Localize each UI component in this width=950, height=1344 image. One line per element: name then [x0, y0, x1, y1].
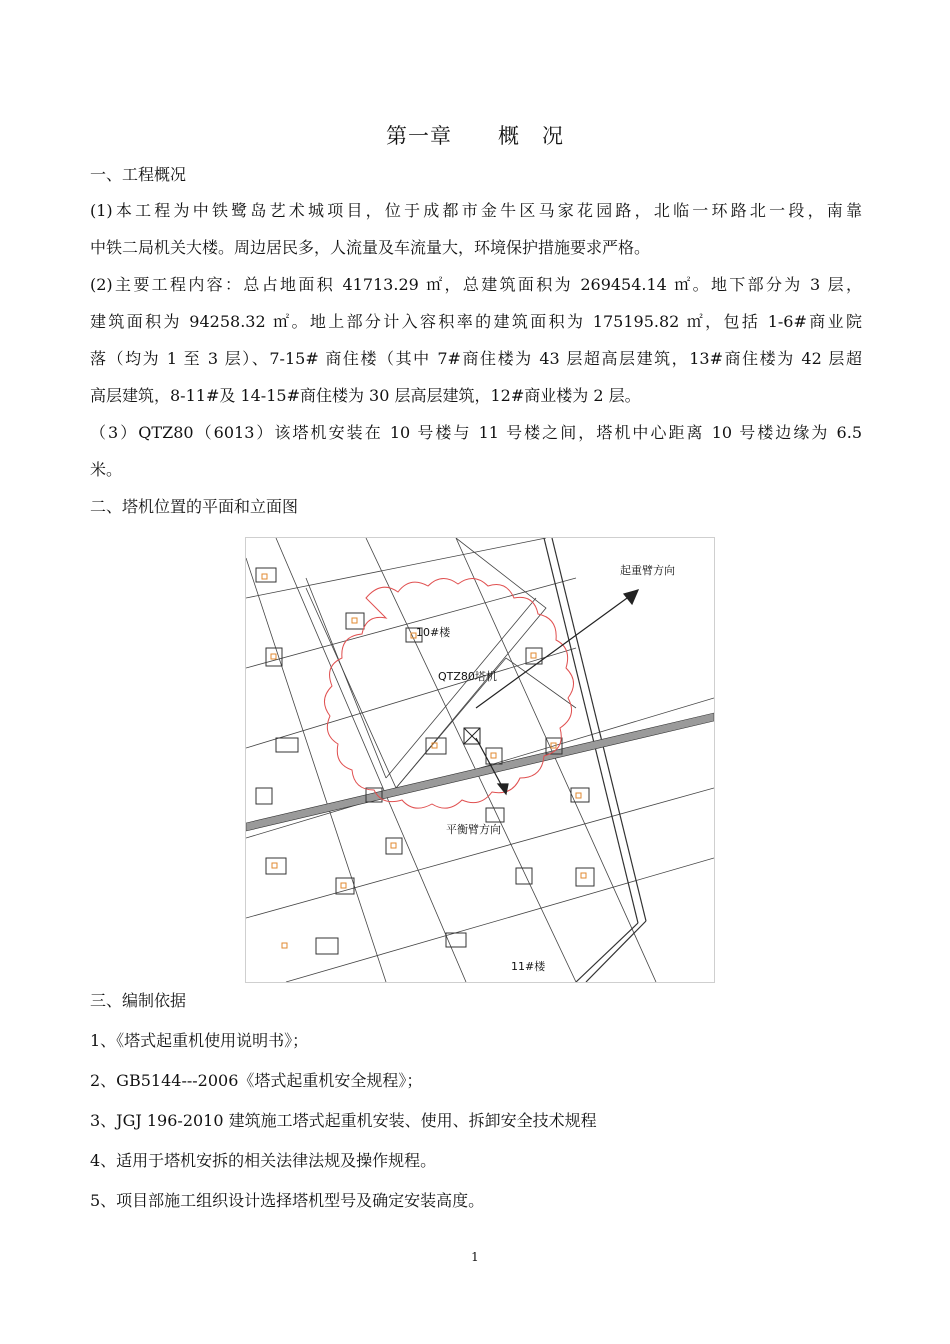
basis-item-2: 2、GB5144---2006《塔式起重机安全规程》；: [90, 1071, 423, 1090]
paragraph-3-line-2: 米。: [90, 460, 123, 479]
label-crane: QTZ80塔机: [438, 670, 497, 683]
paragraph-1-line-2: 中铁二局机关大楼。周边居民多，人流量及车流量大，环境保护措施要求严格。: [90, 238, 651, 257]
crane-center-mark: [464, 728, 480, 744]
page-number: 1: [471, 1250, 479, 1264]
basis-item-1: 1、《塔式起重机使用说明书》；: [90, 1031, 309, 1050]
paragraph-2-line-3: 落（均为 1 至 3 层）、7-15# 商住楼（其中 7#商住楼为 43 层超高层建筑，13#商住楼为 42 层超: [90, 349, 862, 368]
site-plan-drawing: [246, 538, 714, 982]
section-heading-basis: 三、编制依据: [90, 991, 187, 1010]
label-counterweight-direction: 平衡臂方向: [446, 823, 501, 836]
basis-item-5: 5、项目部施工组织设计选择塔机型号及确定安装高度。: [90, 1191, 485, 1210]
label-building-11: 11#楼: [511, 960, 546, 973]
jib-direction-arrow: [476, 590, 638, 708]
tower-crane-site-plan: [245, 537, 715, 983]
section-heading-overview: 一、工程概况: [90, 165, 187, 184]
basis-item-3: 3、JGJ 196-2010 建筑施工塔式起重机安装、使用、拆卸安全技术规程: [90, 1111, 597, 1130]
plan-linework: [246, 538, 714, 982]
chapter-number: 第一章: [386, 124, 452, 148]
label-building-10: 10#楼: [416, 626, 451, 639]
chapter-name: 概 况: [498, 124, 564, 148]
paragraph-2-line-2: 建筑面积为 94258.32 ㎡。地上部分计入容积率的建筑面积为 175195.82 ㎡，包括 1-6#商业院: [90, 312, 862, 331]
paragraph-3-line-1: （3）QTZ80（6013）该塔机安装在 10 号楼与 11 号楼之间，塔机中心距离 10 号楼边缘为 6.5: [90, 423, 862, 442]
label-jib-direction: 起重臂方向: [620, 564, 675, 577]
paragraph-2-line-4: 高层建筑，8-11#及 14-15#商住楼为 30 层高层建筑，12#商业楼为 2 层。: [90, 386, 641, 405]
paragraph-1-line-1: (1)本工程为中铁鹭岛艺术城项目，位于成都市金牛区马家花园路，北临一环路北一段，南靠: [90, 201, 862, 220]
paragraph-2-line-1: (2)主要工程内容：总占地面积 41713.29 ㎡，总建筑面积为 269454.14 ㎡。地下部分为 3 层，: [90, 275, 862, 294]
section-heading-plan: 二、塔机位置的平面和立面图: [90, 497, 299, 516]
basis-item-4: 4、适用于塔机安拆的相关法律法规及操作规程。: [90, 1151, 437, 1170]
chapter-title: [0, 120, 950, 150]
road-right: [544, 538, 646, 982]
